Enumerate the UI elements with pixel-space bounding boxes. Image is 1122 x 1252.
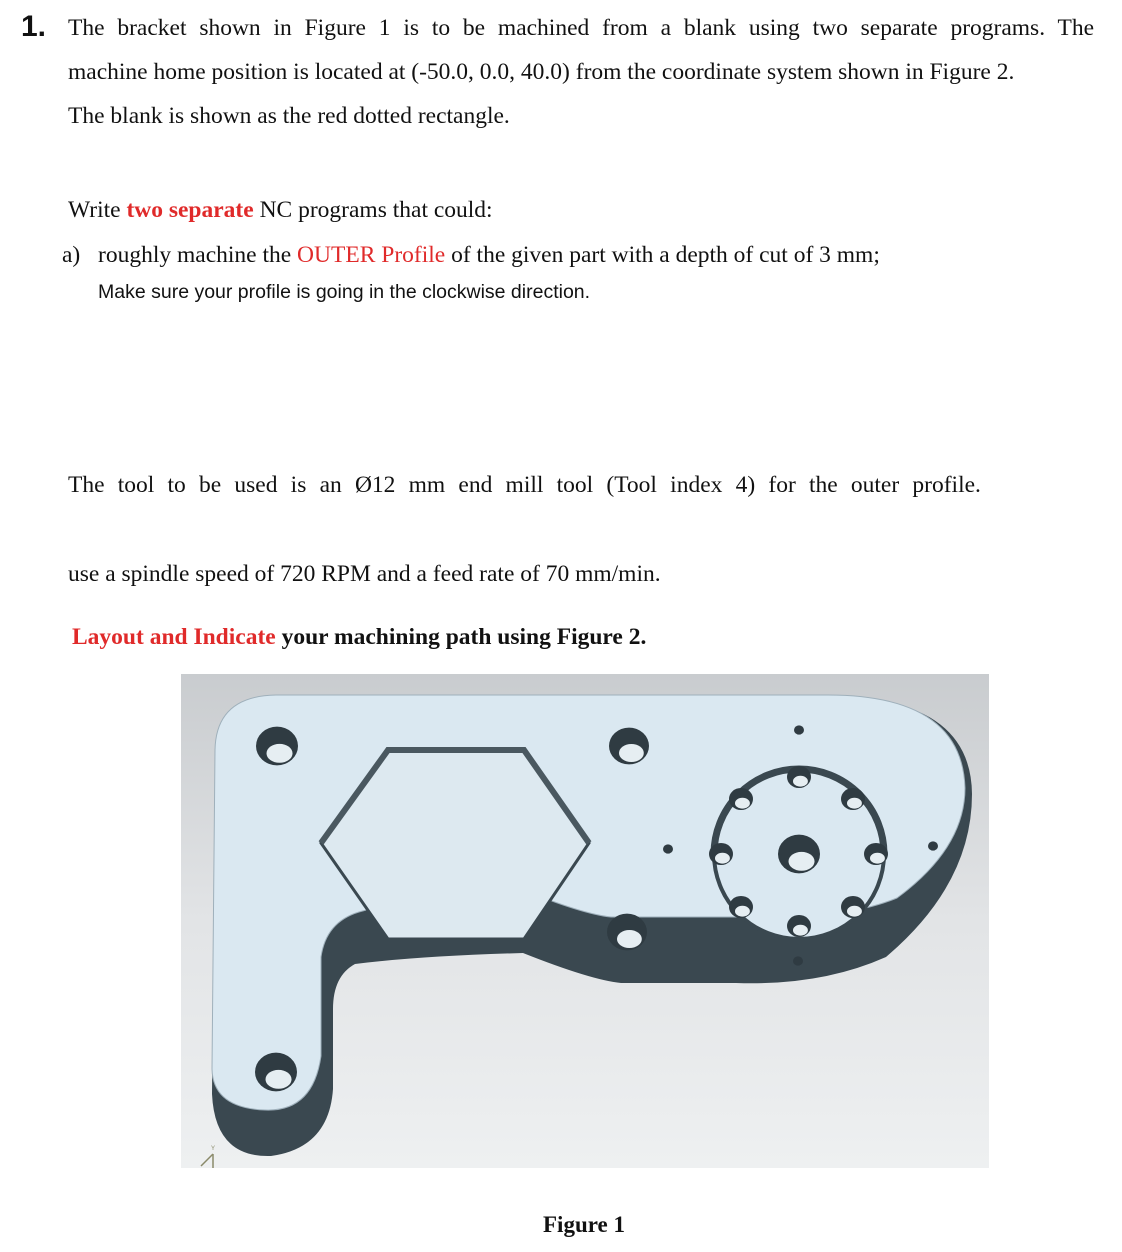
tool-line-word: 4) xyxy=(735,472,756,498)
question-number: 1. xyxy=(21,10,47,43)
spindle-line: use a spindle speed of 720 RPM and a feed rate of 70 mm/min. xyxy=(68,561,661,587)
axis-label: Y xyxy=(211,1146,216,1152)
tool-line-word: mill xyxy=(505,472,544,498)
center-hole xyxy=(778,835,820,874)
bolt-hole xyxy=(787,915,811,937)
bolt-hole xyxy=(729,788,753,810)
corner-hole xyxy=(255,1053,297,1092)
tool-line xyxy=(68,470,981,500)
tool-line-word: end xyxy=(458,472,493,498)
small-hole xyxy=(663,844,673,853)
small-hole xyxy=(793,956,803,965)
tool-line-word: is xyxy=(290,472,307,498)
write-instruction xyxy=(68,195,493,225)
tool-line-word: profile. xyxy=(912,472,981,498)
tool-line-word: tool xyxy=(117,472,155,498)
bolt-hole xyxy=(864,843,888,865)
part-a-label: a) xyxy=(62,242,81,268)
layout-instruction xyxy=(72,622,646,652)
tool-line-word: used xyxy=(234,472,278,498)
part-a-text xyxy=(98,240,880,270)
part-a-emphasis: OUTER Profile xyxy=(297,242,446,268)
bolt-hole xyxy=(709,843,733,865)
bolt-hole xyxy=(841,896,865,918)
tool-line-word: to xyxy=(167,472,186,498)
write-emphasis: two separate xyxy=(126,197,254,223)
part-a-note: Make sure your profile is going in the clockwise direction. xyxy=(98,281,591,303)
corner-hole xyxy=(607,914,647,951)
layout-rest: your machining path using Figure 2. xyxy=(275,624,647,650)
corner-hole xyxy=(256,727,298,766)
tool-line-word: for xyxy=(768,472,796,498)
bolt-hole xyxy=(729,896,753,918)
tool-line-word: the xyxy=(808,472,838,498)
bracket-figure xyxy=(181,674,989,1168)
part-a-pre: roughly machine the xyxy=(98,242,298,268)
tool-line-word: an xyxy=(319,472,342,498)
write-suffix: NC programs that could: xyxy=(253,197,493,223)
part-a-post: of the given part with a depth of cut of 3 mm; xyxy=(445,242,880,268)
tool-line-word: (Tool xyxy=(606,472,657,498)
intro-line-2: machine home position is located at (-50.0, 0.0, 40.0) from the coordinate system shown in Figure 2. xyxy=(68,59,1015,85)
tool-line-word: tool xyxy=(556,472,594,498)
tool-line-word: outer xyxy=(850,472,900,498)
small-hole xyxy=(794,725,804,734)
write-prefix: Write xyxy=(68,197,127,223)
intro-line-1: The bracket shown in Figure 1 is to be machined from a blank using two separate programs. The xyxy=(68,15,1094,41)
intro-line-3: The blank is shown as the red dotted rectangle. xyxy=(68,103,510,129)
tool-line-word: mm xyxy=(408,472,446,498)
layout-emphasis: Layout and Indicate xyxy=(72,624,276,650)
corner-hole xyxy=(609,728,649,765)
tool-line-word: The xyxy=(68,472,105,498)
bolt-hole xyxy=(841,788,865,810)
figure-caption: Figure 1 xyxy=(543,1212,625,1237)
bolt-hole xyxy=(787,766,811,788)
small-hole xyxy=(928,841,938,850)
tool-line-word: Ø12 xyxy=(354,472,396,498)
tool-line-word: index xyxy=(670,472,723,498)
tool-line-word: be xyxy=(199,472,222,498)
bracket-drawing xyxy=(181,674,989,1168)
